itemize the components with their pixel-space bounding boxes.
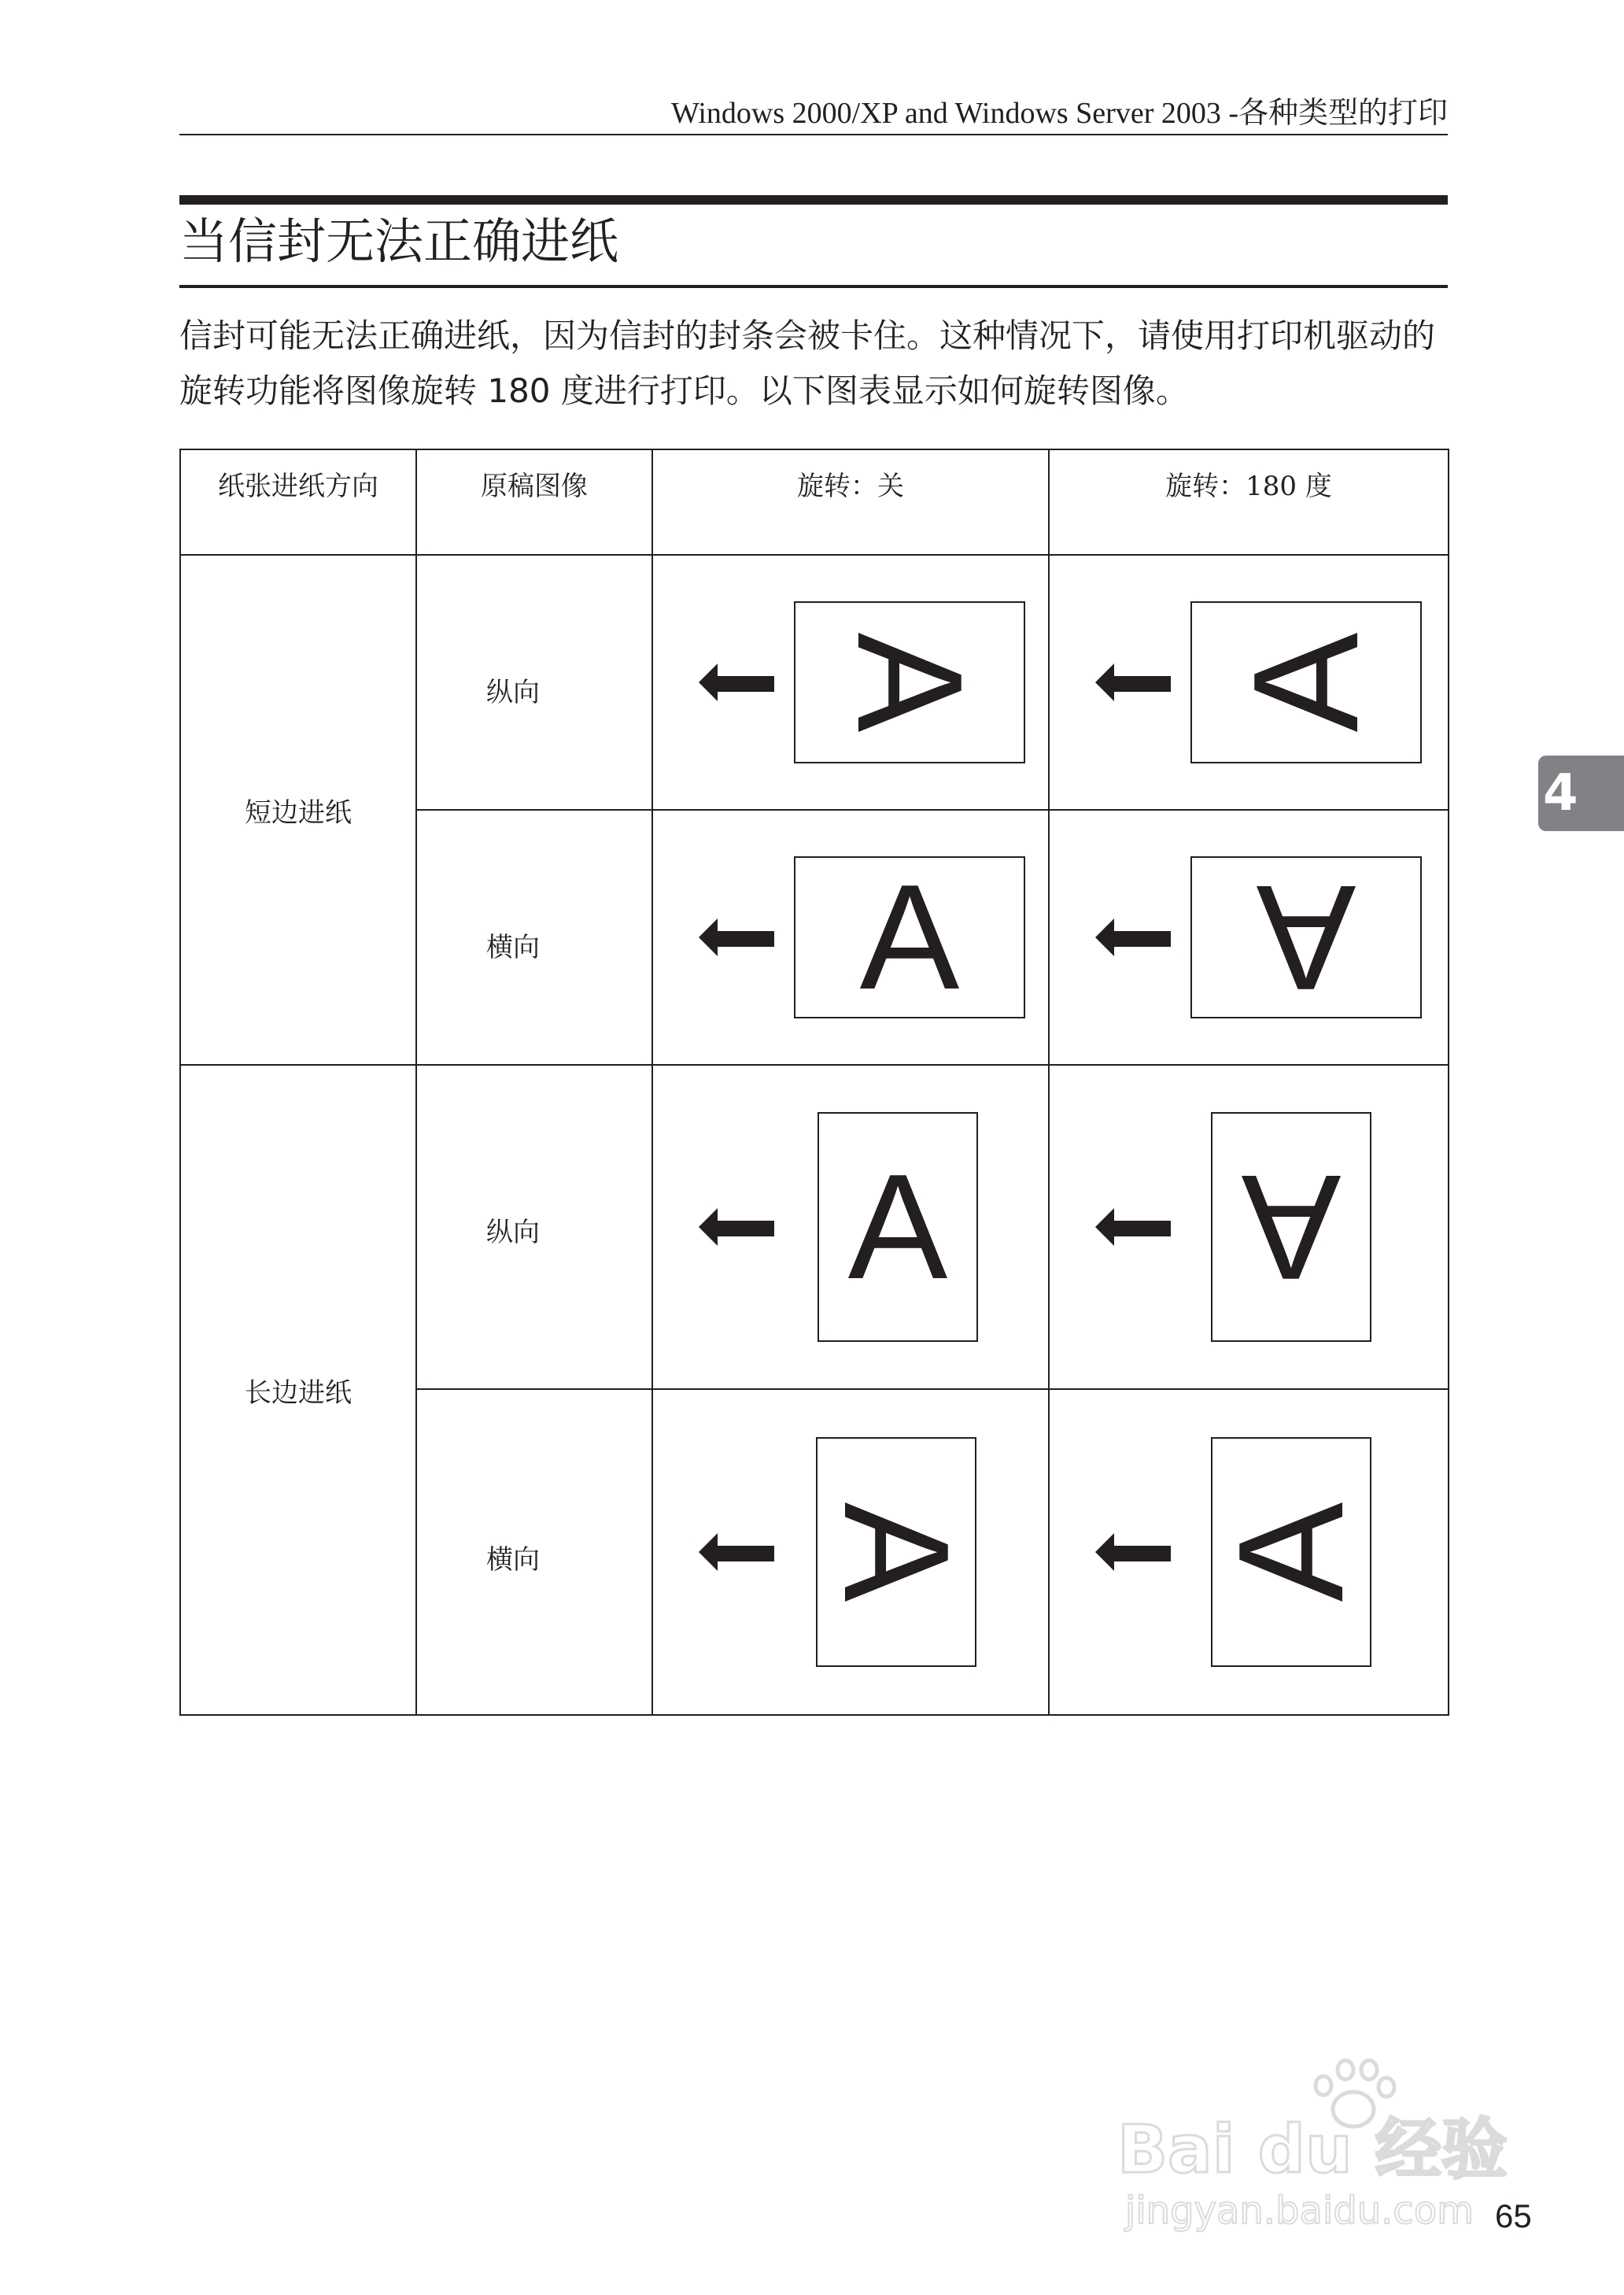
glyph-a: A: [847, 1144, 948, 1310]
glyph-a: A: [859, 854, 960, 1021]
running-head: Windows 2000/XP and Windows Server 2003 -各种类型的打印: [179, 96, 1448, 135]
glyph-a: A: [1223, 632, 1390, 733]
feed-arrow-icon: [1095, 918, 1171, 956]
orientation-label: 横向: [416, 1389, 652, 1715]
rotation-figure: [1050, 811, 1449, 1064]
chapter-tab: [1538, 756, 1624, 831]
baidu-jingyan-watermark: [1109, 2054, 1550, 2235]
header-feed-direction: 纸张进纸方向: [180, 449, 416, 555]
header-original-image: 原稿图像: [416, 449, 652, 555]
figure-cell: [1049, 810, 1449, 1065]
intro-paragraph: 信封可能无法正确进纸，因为信封的封条会被卡住。这种情况下，请使用打印机驱动的旋转功能将图像旋转 180 度进行打印。以下图表显示如何旋转图像。: [179, 316, 1436, 410]
feed-long-edge: 长边进纸: [180, 1065, 416, 1715]
rotation-figure: [653, 811, 1050, 1064]
rotation-table: [179, 449, 1449, 1716]
table-row: [180, 1065, 1449, 1389]
figure-cell: [1049, 1389, 1449, 1715]
glyph-a: A: [826, 632, 993, 733]
glyph-a: A: [1256, 854, 1356, 1021]
feed-arrow-icon: [1095, 1208, 1171, 1246]
rotation-figure: [1050, 1390, 1449, 1714]
feed-arrow-icon: [699, 918, 774, 956]
figure-cell: [652, 555, 1049, 810]
feed-arrow-icon: [699, 663, 774, 701]
feed-arrow-icon: [1095, 663, 1171, 701]
page-title: 当信封无法正确进纸: [179, 213, 619, 270]
rotation-figure: [653, 1390, 1050, 1714]
feed-arrow-icon: [699, 1208, 774, 1246]
header-rotation-180: 旋转：180 度: [1049, 449, 1449, 555]
figure-cell: [1049, 1065, 1449, 1389]
feed-short-edge: 短边进纸: [180, 555, 416, 1065]
glyph-a: A: [1241, 1144, 1342, 1310]
rotation-figure: [653, 1066, 1050, 1388]
title-bottom-rule: [179, 285, 1448, 288]
rotation-figure: [653, 556, 1050, 809]
table-header-row: [180, 449, 1449, 555]
glyph-a: A: [813, 1502, 980, 1602]
rotation-figure: [1050, 1066, 1449, 1388]
figure-cell: [652, 1065, 1049, 1389]
glyph-a: A: [1208, 1502, 1375, 1602]
watermark-brand: Bai du 经验: [1117, 2111, 1508, 2188]
feed-arrow-icon: [1095, 1533, 1171, 1571]
orientation-label: 纵向: [416, 555, 652, 810]
orientation-label: 纵向: [416, 1065, 652, 1389]
figure-cell: [652, 1389, 1049, 1715]
chapter-number: 4: [1543, 764, 1578, 822]
orientation-label: 横向: [416, 810, 652, 1065]
title-top-rule: [179, 195, 1448, 205]
feed-arrow-icon: [699, 1533, 774, 1571]
rotation-figure: [1050, 556, 1449, 809]
page-number: 65: [1495, 2197, 1532, 2234]
watermark-url: jingyan.baidu.com: [1125, 2189, 1474, 2233]
figure-cell: [652, 810, 1049, 1065]
header-rotation-off: 旋转：关: [652, 449, 1049, 555]
figure-cell: [1049, 555, 1449, 810]
table-row: [180, 555, 1449, 810]
